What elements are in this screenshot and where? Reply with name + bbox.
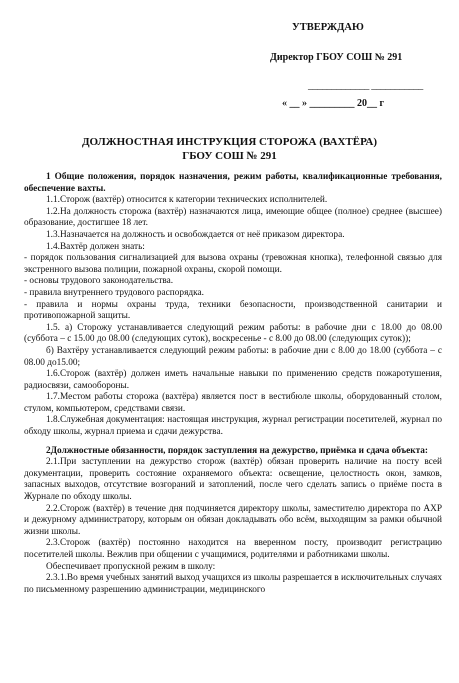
title-line-1: ДОЛЖНОСТНАЯ ИНСТРУКЦИЯ СТОРОЖА (ВАХТЁРА)	[81, 136, 378, 148]
paragraph-1-2: 1.2.На должность сторожа (вахтёр) назначаются лица, имеющие общее (полное) среднее (высшее) образование, достигшее 18 лет.	[24, 206, 442, 229]
bullet-2: - основы трудового законодательства.	[24, 276, 174, 287]
approve-label: УТВЕРЖДАЮ	[292, 22, 364, 33]
paragraph-1-8: 1.8.Служебная документация: настоящая инструкция, журнал регистрации посетителей, журнал по обходу школы, журнал приема и сдачи дежурства.	[24, 415, 442, 438]
paragraph-access: Обеспечивает пропускной режим в школу:	[46, 561, 216, 572]
section-1-heading: 1 Общие положения, порядок назначения, режим работы, квалификационные требования, обеспечение вахты.	[24, 172, 442, 194]
document-title	[0, 135, 459, 163]
title-line-2: ГБОУ СОШ № 291	[182, 150, 277, 162]
director-label: Директор ГБОУ СОШ № 291	[270, 52, 403, 63]
paragraph-1-6: 1.6.Сторож (вахтёр) должен иметь начальные навыки по применению средств пожаротушения, радиосвязи, самообороны.	[24, 369, 442, 391]
paragraph-1-7: 1.7.Местом работы сторожа (вахтёра) является пост в вестибюле школы, оборудованный столом, стулом, компьютером, средствами связи.	[24, 392, 442, 414]
paragraph-1-3: 1.3.Назначается на должность и освобождается от неё приказом директора.	[46, 229, 345, 240]
bullet-3: - правила внутреннего трудового распорядка.	[24, 287, 204, 298]
bullet-4: - правила и нормы охраны труда, техники безопасности, производственной санитарии и противопожарной защиты.	[24, 299, 442, 322]
paragraph-1-1: 1.1.Сторож (вахтёр) относится к категории технических исполнителей.	[46, 195, 328, 206]
paragraph-1-4: 1.4.Вахтёр должен знать:	[46, 241, 145, 252]
section-2-heading: 2Должностные обязанности, порядок заступления на дежурство, приёмка и сдача объекта:	[46, 445, 429, 456]
signature-line: _____________ ___________	[308, 80, 424, 91]
bullet-1: - порядок пользования сигнализацией для вызова охраны (тревожная кнопка), телефонной связью для экстренного вызова полиции, пожарной охраны, скорой помощи.	[24, 253, 442, 275]
date-line: « __ » _________ 20__ г	[282, 98, 385, 109]
paragraph-2-3: 2.3.Сторож (вахтёр) постоянно находится на вверенном посту, производит регистрацию посетителей школы. Вежлив при общении с учащимися, родителями и работниками школы.	[24, 538, 442, 560]
paragraph-2-2: 2.2.Сторож (вахтёр) в течение дня подчиняется директору школы, заместителю директора по АХР и дежурному администратору, которым он обязан докладывать обо всём, выходящим за рамки обычной жизни школы.	[24, 503, 442, 537]
document-body	[24, 172, 442, 596]
paragraph-1-5b: б) Вахтёру устанавливается следующий режим работы: в рабочие дни с 8.00 до 18.00 (суббота – с 08.00 до15.00;	[24, 345, 442, 368]
paragraph-2-1: 2.1.При заступлении на дежурство сторож (вахтёр) обязан проверить наличие на посту всей документации, проверить состояние охраняемого объекта: освещение, целостность окон, замков, запасных выходов, отсутствие возгораний и затоплений, после чего сделать запись о приёме поста в Журнале по обходу школы.	[24, 457, 442, 503]
paragraph-2-3-1: 2.3.1.Во время учебных занятий выход учащихся из школы разрешается в исключительных случаях по письменному разрешению администрации, медицинского	[24, 573, 442, 595]
paragraph-1-5a: 1.5. а) Сторожу устанавливается следующий режим работы: в рабочие дни с 18.00 до 08.00 (суббота – с 15.00 до 08.00 (следующих суток), воскресенье - с 8.00 до 08.00 (следующих суток));	[24, 322, 442, 345]
